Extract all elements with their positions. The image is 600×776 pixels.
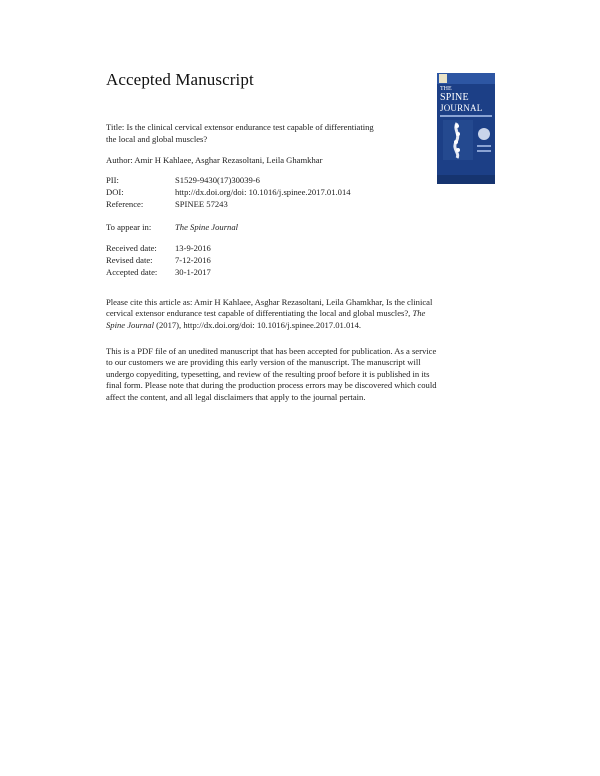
citation-line: [106, 308, 498, 319]
citation-line: [106, 320, 498, 331]
title-line: Title: Is the clinical cervical extensor endurance test capable of differentiating: [106, 122, 374, 132]
identifier-block: [106, 174, 351, 210]
identifier-row: [106, 174, 351, 186]
spine-illustration-icon: [443, 120, 473, 160]
cover-subtitle-bar: [440, 115, 492, 117]
identifier-value: S1529-9430(17)30039-6: [175, 175, 260, 185]
date-key: Received date:: [106, 243, 157, 253]
date-row: [106, 266, 211, 278]
cover-title-spine: SPINE: [440, 92, 469, 103]
dates-block: [106, 242, 211, 278]
identifier-row: [106, 198, 351, 210]
date-value: 13-9-2016: [175, 243, 211, 253]
identifier-key: DOI:: [106, 187, 124, 197]
notice-line: This is a PDF file of an unedited manuscript that has been accepted for publication. As a service: [106, 346, 437, 356]
citation-paragraph: [106, 297, 498, 331]
identifier-key: Reference:: [106, 199, 144, 209]
date-value: 30-1-2017: [175, 267, 211, 277]
journal-name: The Spine Journal: [175, 222, 239, 232]
identifier-value: SPINEE 57243: [175, 199, 228, 209]
identifier-key: PII:: [106, 175, 119, 185]
page-heading: Accepted Manuscript: [106, 70, 254, 89]
cover-badge-icon: [478, 128, 490, 140]
citation-line: Please cite this article as: Amir H Kahlaee, Asghar Rezasoltani, Leila Ghamkhar, Is the clinical: [106, 297, 433, 307]
date-value: 7-12-2016: [175, 255, 211, 265]
date-row: [106, 254, 211, 266]
notice-paragraph: [106, 346, 498, 403]
appear-in-row: [106, 221, 238, 233]
citation-journal: The: [412, 308, 426, 319]
notice-line: final form. Please note that during the production process errors may be discovered which could: [106, 380, 437, 391]
notice-line: to our customers we are providing this early version of the manuscript. The manuscript will: [106, 357, 421, 368]
date-row: [106, 242, 211, 254]
date-key: Revised date:: [106, 255, 153, 265]
cover-text-bar: [477, 145, 491, 147]
doi-link[interactable]: http://dx.doi.org/doi: 10.1016/j.spinee.2017.01.014: [175, 187, 351, 197]
citation-text: cervical extensor endurance test capable of differentiating the local and global muscles?,: [106, 308, 413, 319]
cover-text-bar: [477, 150, 491, 152]
notice-line: undergo copyediting, typesetting, and review of the resulting proof before it is published in its: [106, 368, 430, 379]
citation-journal: Spine Journal: [106, 319, 154, 330]
title-line: the local and global muscles?: [106, 134, 208, 144]
appear-key: To appear in:: [106, 222, 152, 232]
author-line: Author: Amir H Kahlaee, Asghar Rezasoltani, Leila Ghamkhar: [106, 155, 323, 165]
cover-title-the: THE: [440, 86, 452, 92]
notice-line: affect the content, and all legal disclaimers that apply to the journal pertain.: [106, 391, 366, 402]
cover-title-journal: JOURNAL: [440, 103, 483, 113]
date-key: Accepted date:: [106, 267, 158, 277]
identifier-row: [106, 186, 351, 198]
article-title: [106, 121, 426, 145]
citation-text: (2017), http://dx.doi.org/doi: 10.1016/j.spinee.2017.01.014.: [153, 319, 362, 330]
journal-cover-image: [437, 73, 495, 184]
cover-footer-band: [437, 175, 495, 184]
elsevier-logo-icon: [439, 74, 447, 83]
